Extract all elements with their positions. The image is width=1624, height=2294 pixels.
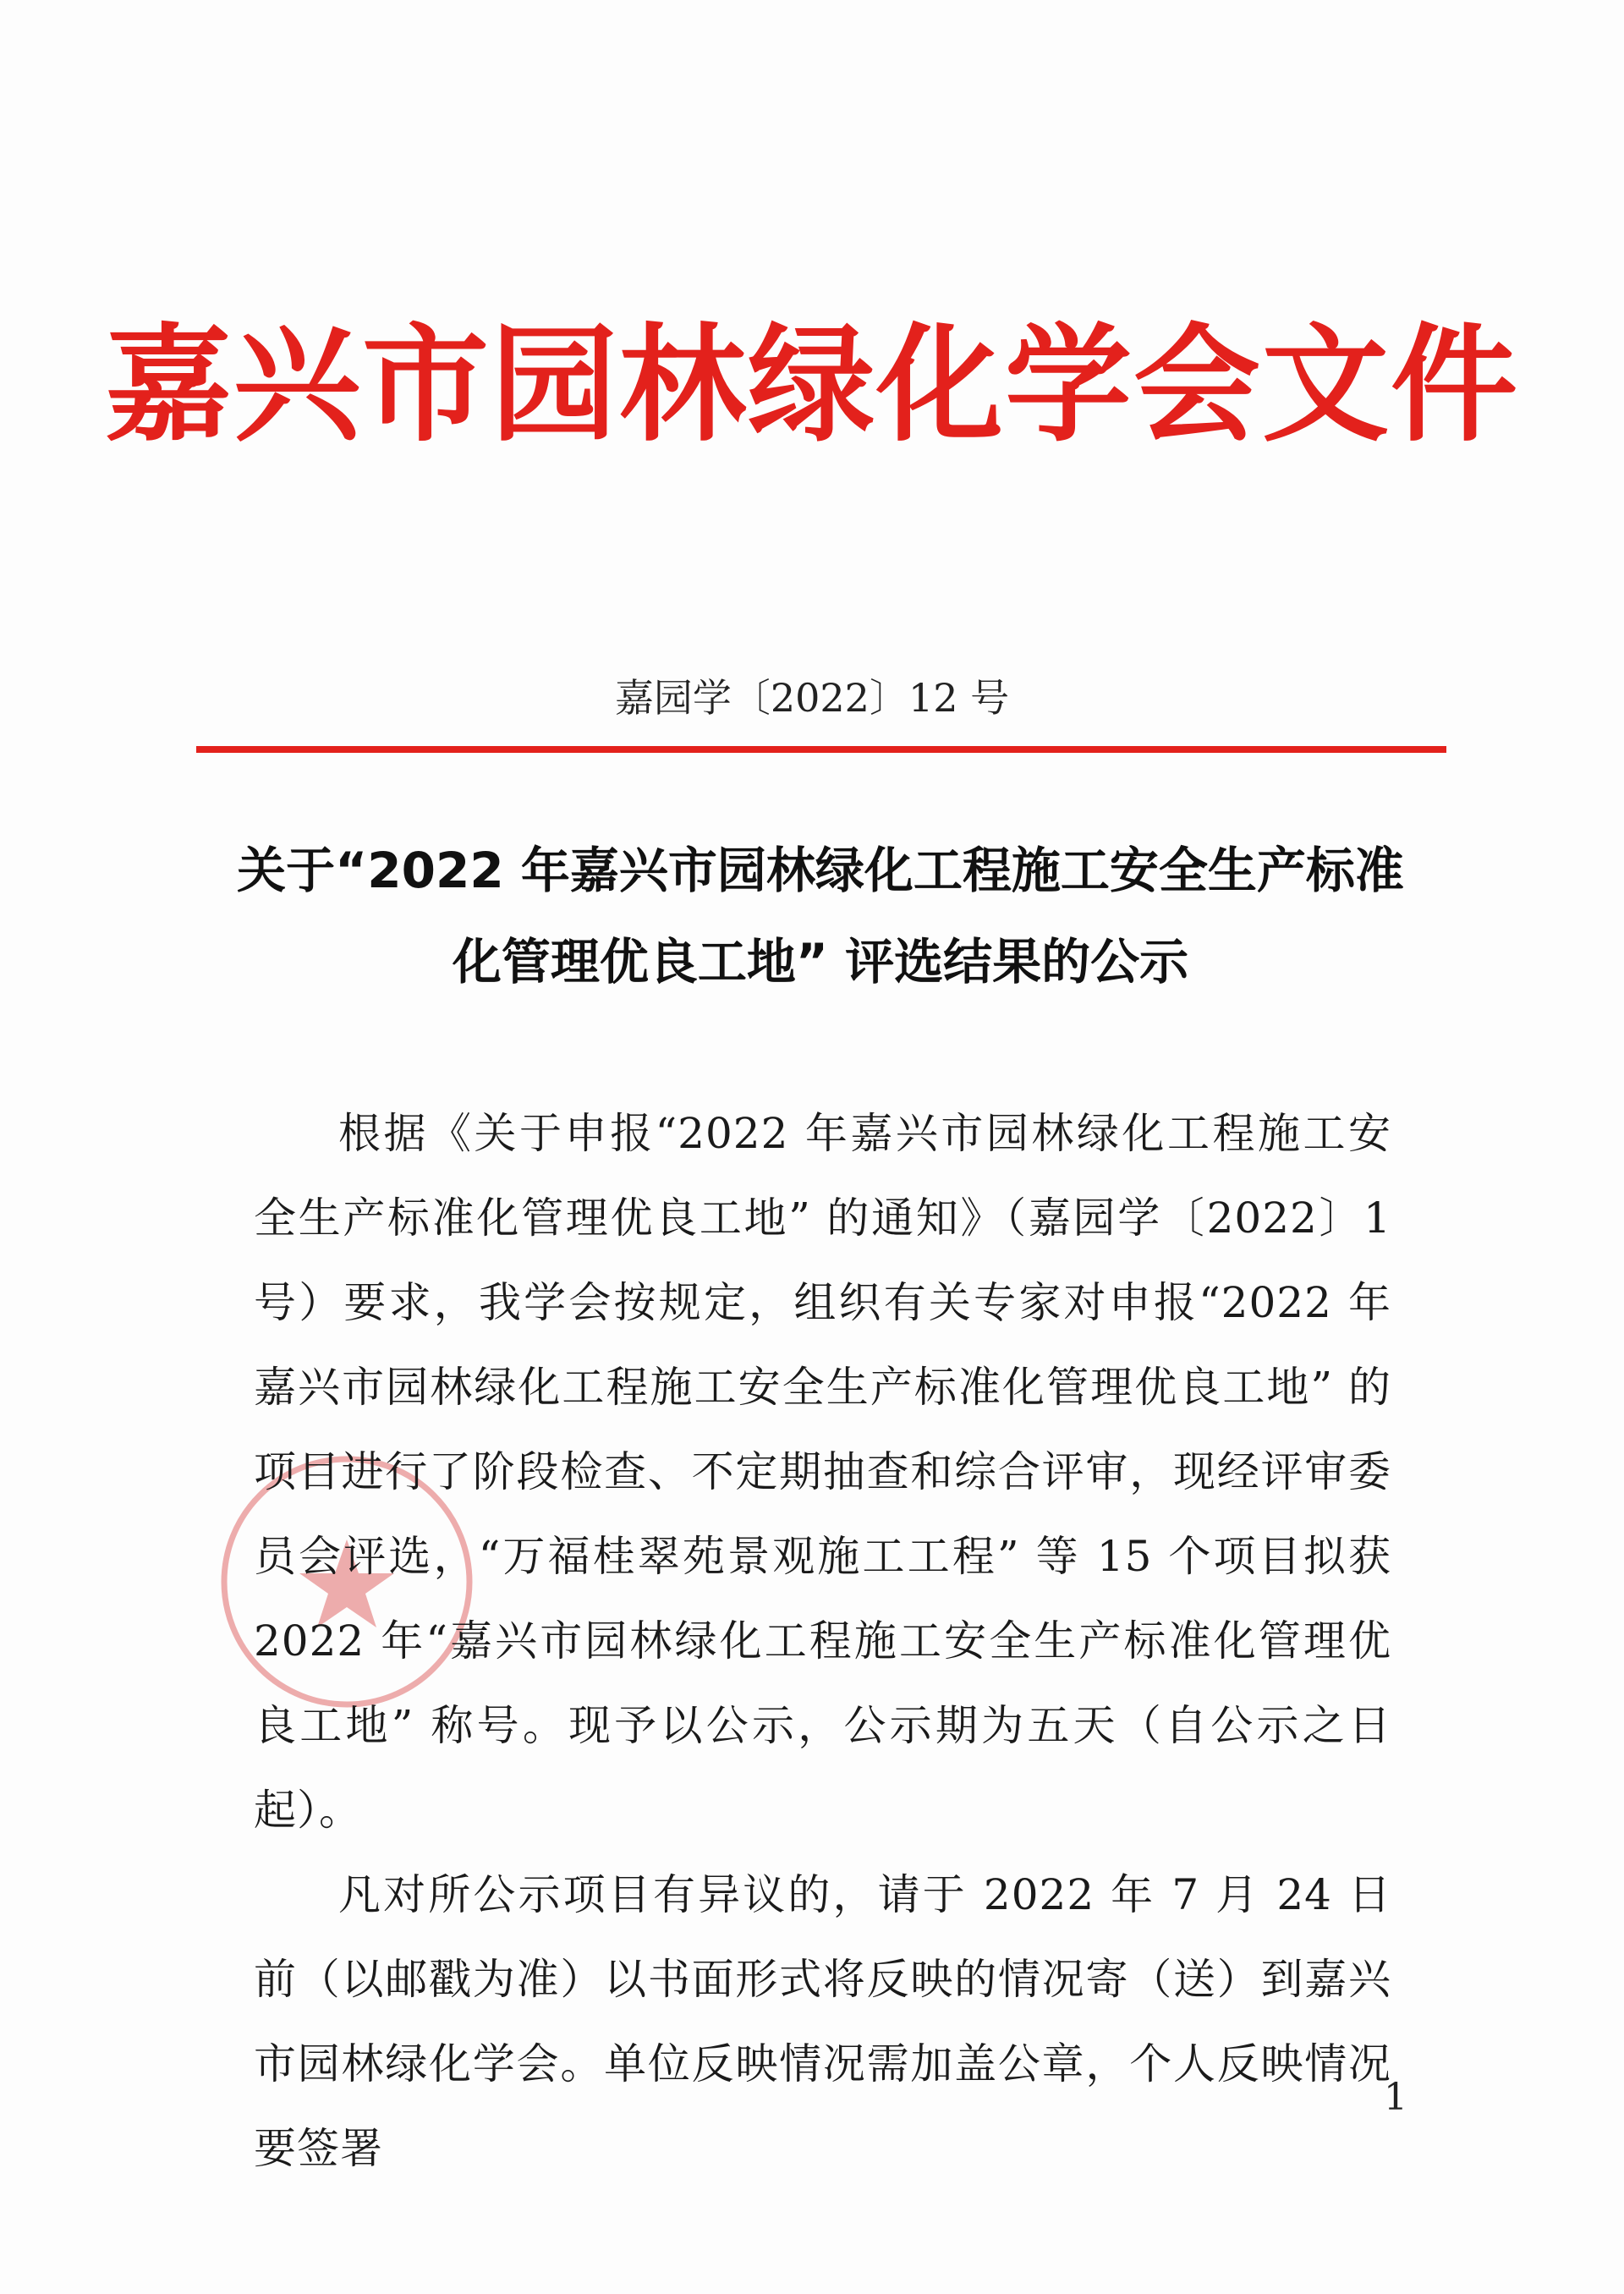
document-title-line-1: 关于“2022 年嘉兴市园林绿化工程施工安全生产标准 (237, 842, 1404, 899)
red-divider-rule (196, 746, 1446, 753)
masthead-title: 嘉兴市园林绿化学会文件 (104, 310, 1519, 459)
document-title-line-2: 化管理优良工地” 评选结果的公示 (452, 933, 1189, 991)
body-paragraph-2: 凡对所公示项目有异议的，请于 2022 年 7 月 24 日前（以邮戳为准）以书面形式将反映的情况寄（送）到嘉兴市园林绿化学会。单位反映情况需加盖公章，个人反映情况要签署 (254, 1870, 1391, 2173)
page-number: 1 (1384, 2076, 1407, 2119)
document-title (228, 825, 1413, 1007)
body-text (254, 1091, 1391, 2191)
document-number: 嘉园学〔2022〕12 号 (614, 675, 1010, 721)
body-paragraph-1: 根据《关于申报“2022 年嘉兴市园林绿化工程施工安全生产标准化管理优良工地” 的通知》（嘉园学〔2022〕1 号）要求，我学会按规定，组织有关专家对申报“2022 年嘉兴市园林绿化工程施工安全生产标准化管理优良工地” 的项目进行了阶段检查、不定期抽查和综合评审，现经评审委员会评选，“万福桂翠苑景观施工工程” 等 15 个项目拟获 2022 年“嘉兴市园林绿化工程施工安全生产标准化管理优良工地” 称号。现予以公示，公示期为五天（自公示之日起）。 (254, 1109, 1391, 1835)
